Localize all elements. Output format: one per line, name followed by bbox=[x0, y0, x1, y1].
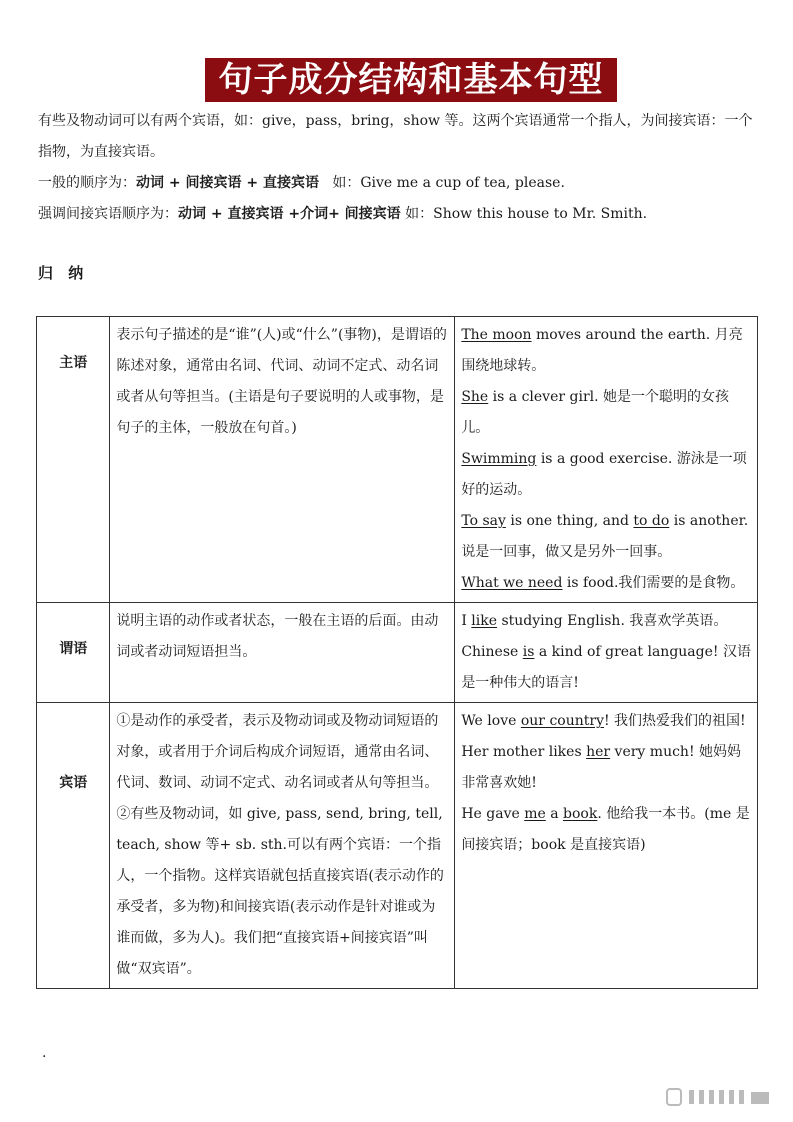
emphasis-line bbox=[38, 199, 763, 230]
footer-dot: . bbox=[42, 1045, 47, 1061]
example-line: Chinese is a kind of great language! 汉语是一种伟大的语言! bbox=[461, 644, 751, 691]
watermark-logo-icon bbox=[665, 1086, 775, 1108]
term-cell: 宾语 bbox=[37, 703, 110, 989]
example-line: He gave me a book. 他给我一本书。(me 是间接宾语；book 是直接宾语) bbox=[461, 806, 750, 853]
table-row bbox=[37, 703, 758, 989]
order-prefix: 一般的顺序为： bbox=[38, 175, 136, 191]
examples-cell bbox=[455, 603, 758, 703]
table-row bbox=[37, 603, 758, 703]
term-cell: 主语 bbox=[37, 317, 110, 603]
example-line: The moon moves around the earth. 月亮围绕地球转。 bbox=[461, 327, 743, 374]
summary-heading: 归 纳 bbox=[38, 264, 89, 282]
page-title: 句子成分结构和基本句型 bbox=[205, 58, 617, 102]
term-cell: 谓语 bbox=[37, 603, 110, 703]
example-line: What we need is food.我们需要的是食物。 bbox=[461, 575, 745, 591]
description-cell: ①是动作的承受者，表示及物动词或及物动词短语的对象，或者用于介词后构成介词短语，通常由名词、代词、数词、动词不定式、动名词或者从句等担当。 ②有些及物动词，如 give, pass, send, bring, tell, teach, show 等+ sb. sth.可以有两个宾语：一个指人，一个指物。这样宾语就包括直接宾语(表示动作的承受者，多为物)和间接宾语(表示动作是针对谁或为谁而做，多为人)。我们把“直接宾语+间接宾语”叫做“双宾语”。 bbox=[110, 703, 455, 989]
example-line: She is a clever girl. 她是一个聪明的女孩儿。 bbox=[461, 389, 730, 436]
emphasis-prefix: 强调间接宾语顺序为： bbox=[38, 206, 178, 222]
emphasis-formula: 动词 + 直接宾语 +介词+ 间接宾语 bbox=[178, 206, 401, 222]
example-line: Swimming is a good exercise. 游泳是一项好的运动。 bbox=[461, 451, 747, 498]
description-cell: 表示句子描述的是“谁”(人)或“什么”(事物)，是谓语的陈述对象，通常由名词、代词、动词不定式、动名词或者从句等担当。(主语是句子要说明的人或事物，是句子的主体，一般放在句首。) bbox=[110, 317, 455, 603]
grammar-table bbox=[36, 316, 758, 989]
description-cell: 说明主语的动作或者状态，一般在主语的后面。由动词或者动词短语担当。 bbox=[110, 603, 455, 703]
example-line: To say is one thing, and to do is another. 说是一回事，做又是另外一回事。 bbox=[461, 513, 749, 560]
example-line: We love our country! 我们热爱我们的祖国! bbox=[461, 713, 746, 729]
emphasis-example: 如：Show this house to Mr. Smith. bbox=[405, 206, 648, 222]
order-line bbox=[38, 168, 763, 199]
order-example: 如：Give me a cup of tea, please. bbox=[332, 175, 565, 191]
example-line: I like studying English. 我喜欢学英语。 bbox=[461, 613, 728, 629]
intro-section bbox=[38, 106, 763, 230]
example-line: Her mother likes her very much! 她妈妈非常喜欢她! bbox=[461, 744, 742, 791]
intro-line: 有些及物动词可以有两个宾语，如：give，pass，bring，show 等。这两个宾语通常一个指人，为间接宾语：一个指物，为直接宾语。 bbox=[38, 113, 753, 160]
order-formula: 动词 + 间接宾语 + 直接宾语 bbox=[136, 175, 319, 191]
table-row bbox=[37, 317, 758, 603]
examples-cell bbox=[455, 703, 758, 989]
examples-cell bbox=[455, 317, 758, 603]
